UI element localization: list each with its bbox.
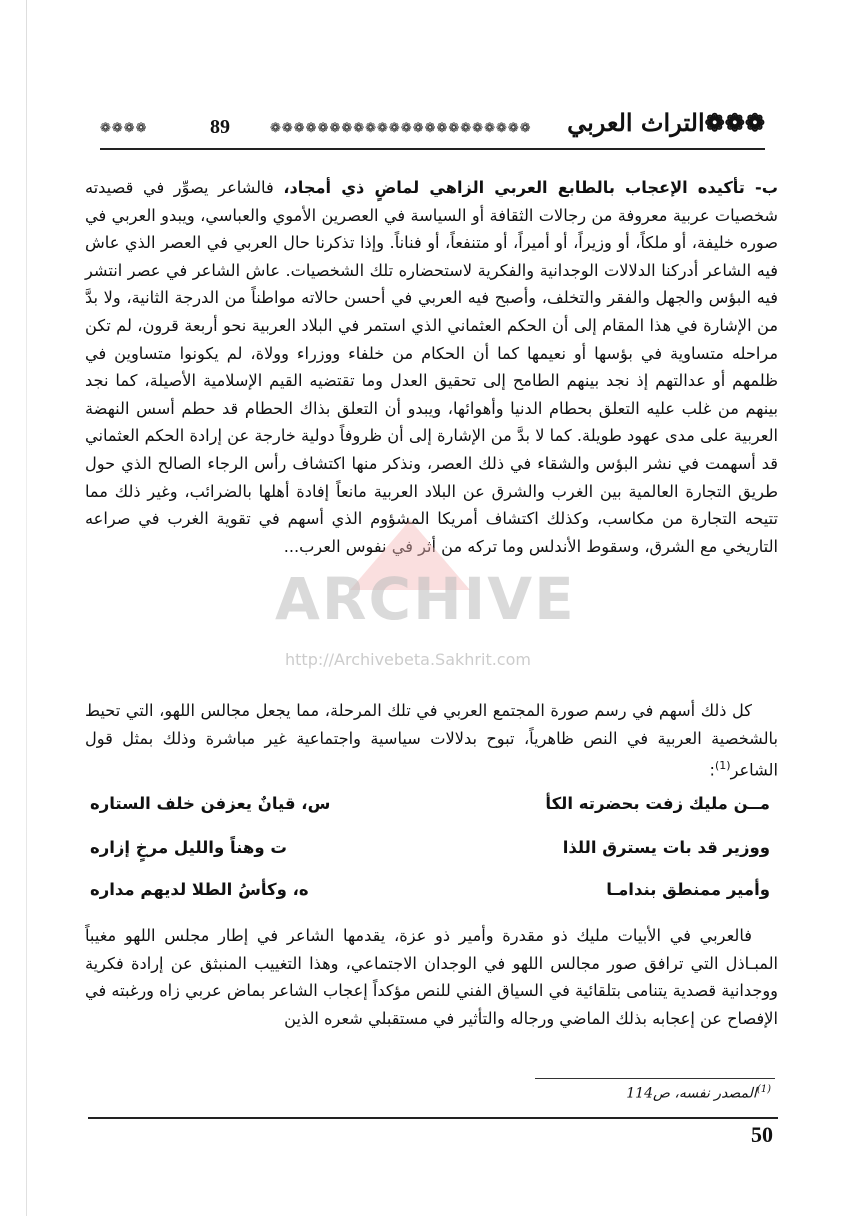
paragraph-1 [85,174,778,560]
header-title-text: التراث العربي [567,108,705,137]
page-number: 50 [751,1122,773,1147]
paragraph-1-lead: ب- تأكيده الإعجاب بالطابع العربي الزاهي لماضٍ ذي أمجاد، [283,178,778,197]
paragraph-3: فالعربي في الأبيات مليك ذو مقدرة وأمير ذو عزة، يقدمها الشاعر في إطار مجلس اللهو مغيباً المبـاذل التي ترافق صور مجالس اللهو في الوجدان الاجتماعي، وهذا التغييب المنبثق عن إرادة فكرية ووجدانية قصدية يتنامى بتلقائية في السياق الفني للنص مؤكداً إعجاب الشاعر بماض عربي زاه ورغبته في الإفصاح عن إعجابه بذلك الماضي ورجاله والتأثير في مستقبلي شعره الذين [85,926,778,1028]
footnote-reference: (1) [715,759,731,773]
paragraph-2-text: كل ذلك أسهم في رسم صورة المجتمع العربي في تلك المرحلة، مما يجعل مجالس اللهو، التي تحيط بالشخصية العربية في النص ظاهرياً، تبوح بدلالات سياسية واجتماعية غير مباشرة وذلك بمثل قول الشاعر [85,701,778,780]
verse-first-hemistich: وأمير ممنطق بندامـا [606,880,770,899]
paragraph-2-tail: : [709,760,715,780]
verse-first-hemistich: مــن مليك زفت بحضرته الكأ [545,794,770,813]
footnote-separator [535,1078,775,1079]
paragraph-2 [85,697,778,784]
scan-edge [26,0,27,1216]
header-ornament-mid: ❁❁❁❁❁❁❁❁❁❁❁❁❁❁❁❁❁❁❁❁❁❁ [270,121,532,136]
verse-line [90,838,770,878]
verse-second-hemistich: ت وهناً والليل مرخٍ إزاره [90,838,287,857]
footer-rule [88,1117,778,1119]
verse-second-hemistich: س، قيانٌ يعزفن خلف الستاره [90,794,331,813]
verse-first-hemistich: ووزير قد بات يسترق اللذا [562,838,770,857]
header-ornament-right: ❁❁❁ [704,108,765,137]
header-rule [100,148,765,150]
verse-line [90,794,770,834]
footnote-marker: (1) [756,1084,771,1095]
watermark-text: ARCHIVE [275,565,576,633]
verse-second-hemistich: ه، وكأسُ الطلا لديهم مداره [90,880,309,899]
header-title [567,108,765,137]
running-header [100,108,765,150]
header-page-number: 89 [210,116,230,138]
paragraph-1-text: فالشاعر يصوِّر في قصيدته شخصيات عربية معروفة من رجالات الثقافة أو السياسة في العصرين الأموي والعباسي، ويبدو العربي في صوره خليفة، أو ملكاً، أو وزيراً، أو أميراً، أو متنفعاً، أو فناناً. وإذا تذكرنا حال العربي في العصر الذي عاش فيه الشاعر أدركنا الدلالات الوجدانية والفكرية لاستحضاره تلك الشخصيات. عاش الشاعر في عصر انتشر فيه البؤس والجهل والفقر والتخلف، وأصبح فيه العربي في أحسن حالاته مواطناً من الدرجة الثانية، ولا بدَّ من الإشارة في هذا المقام إلى أن الحكم العثماني الذي استمر في البلاد العربية نحو أربعة قرون، لم تكن مراحله متساوية في بؤسها أو نعيمها كما أن الحكام من خلفاء ووزراء وولاة، لم يكونوا متساوين في ظلمهم أو عدالتهم إذ نجد بينهم الطامح إلى تحقيق العدل وما تقتضيه القيم الإسلامية الأصيلة، كما نجد بينهم من غلب عليه التعلق بحطام الدنيا وأهوائها، ويبدو أن التعلق بذاك الحطام قد حطم أسس النهضة العربية على مدى عهود طويلة. كما لا بدَّ من الإشارة إلى أن ظروفاً دولية خارجة عن إرادة الحكم العثماني قد أسهمت في نشر البؤس والشقاء في ذلك العصر، ونذكر منها اكتشاف رأس الرجاء الصالح الذي حول طريق التجارة العالمية بين الغرب والشرق عن البلاد العربية مانعاً إفادة أهلها بالضرائب، وغير ذلك مما تتيحه التجارة من مكاسب، وكذلك اكتشاف أمريكا المشؤوم الذي أسهم في تقوية الغرب في صراعه التاريخي مع الشرق، وسقوط الأندلس وما تركه من أثر في نفوس العرب... [85,178,778,556]
footnote [626,1084,771,1102]
header-ornament-left: ❁❁❁❁ [100,121,148,136]
footnote-text: المصدر نفسه، ص114 [626,1085,757,1102]
watermark-url: http://Archivebeta.Sakhrit.com [285,650,531,669]
verse-line [90,880,770,920]
